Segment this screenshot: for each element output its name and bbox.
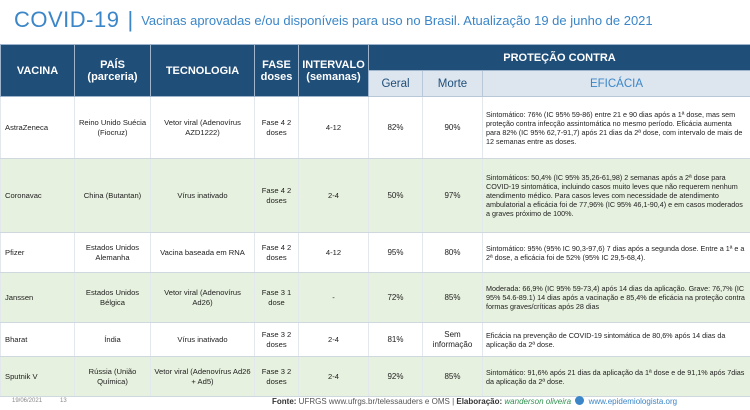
cell-tecnologia: Vírus inativado — [151, 323, 255, 357]
cell-vacina: Bharat — [1, 323, 75, 357]
cell-intervalo: 2-4 — [299, 357, 369, 397]
cell-pais: Estados Unidos Bélgica — [75, 273, 151, 323]
cell-pais: Índia — [75, 323, 151, 357]
vaccines-table — [0, 44, 750, 397]
page-footer — [0, 394, 750, 410]
table-row — [1, 357, 750, 397]
col-header-eficacia: EFICÁCIA — [483, 71, 750, 97]
table-row — [1, 273, 750, 323]
cell-vacina: Pfizer — [1, 233, 75, 273]
footer-page-number: 13 — [60, 398, 67, 404]
footer-source — [272, 396, 677, 406]
col-header-tecnologia: TECNOLOGIA — [151, 45, 255, 97]
cell-vacina: Janssen — [1, 273, 75, 323]
col-header-pais: PAÍS (parceria) — [75, 45, 151, 97]
cell-intervalo: 2-4 — [299, 323, 369, 357]
table-row — [1, 323, 750, 357]
cell-tecnologia: Vetor viral (Adenovírus Ad26 + Ad5) — [151, 357, 255, 397]
cell-tecnologia: Vetor viral (Adenovírus Ad26) — [151, 273, 255, 323]
cell-morte: 97% — [423, 159, 483, 233]
cell-geral: 50% — [369, 159, 423, 233]
cell-morte: 80% — [423, 233, 483, 273]
cell-eficacia: Sintomático: 76% (IC 95% 59-86) entre 21 e 90 dias após a 1ª dose, mas sem proteção contra infecção assintomática no mesmo período. Eficácia aumenta para 82% (IC 95% 62,7-91,7) após 21 dias da 2ª dose, com intervalo de mais de 12 semanas entre as doses. — [483, 97, 750, 159]
cell-intervalo: 4-12 — [299, 97, 369, 159]
col-header-geral: Geral — [369, 71, 423, 97]
cell-geral: 82% — [369, 97, 423, 159]
cell-fase: Fase 4 2 doses — [255, 159, 299, 233]
footer-separator: | — [452, 397, 455, 406]
cell-eficacia: Sintomático: 91,6% após 21 dias da aplicação da 1ª dose e de 91,1% após 7dias da aplicação da 2ª dose. — [483, 357, 750, 397]
cell-eficacia: Eficácia na prevenção de COVID-19 sintomática de 80,6% após 14 dias da aplicação da 2ª dose. — [483, 323, 750, 357]
cell-intervalo: 4-12 — [299, 233, 369, 273]
cell-eficacia: Sintomático: 95% (95% IC 90,3-97,6) 7 dias após a segunda dose. Entre a 1ª e a 2ª dose, a eficácia foi de 52% (95% IC 29,5-68,4). — [483, 233, 750, 273]
footer-fonte-text: UFRGS www.ufrgs.br/telessauders e OMS — [298, 397, 450, 406]
cell-tecnologia: Vacina baseada em RNA — [151, 233, 255, 273]
footer-author: wanderson oliveira — [504, 397, 572, 406]
cell-geral: 95% — [369, 233, 423, 273]
cell-fase: Fase 4 2 doses — [255, 97, 299, 159]
cell-intervalo: 2-4 — [299, 159, 369, 233]
footer-site-link[interactable]: www.epidemiologista.org — [588, 397, 678, 406]
cell-vacina: AstraZeneca — [1, 97, 75, 159]
cell-morte: 85% — [423, 273, 483, 323]
cell-morte: 90% — [423, 97, 483, 159]
page-title: COVID-19 — [14, 7, 120, 32]
cell-eficacia: Sintomáticos: 50,4% (IC 95% 35,26-61,98) 2 semanas após a 2ª dose para COVID-19 sintomática, incluindo casos muito leves que não requerem nenhum atendimento médico. Para casos leves com necessidade de atendimento ambulatorial a eficácia foi de 77,96% (IC 95% 46,1-90,4) e em casos moderados a graves próximo de 100%. — [483, 159, 750, 233]
page-subtitle: Vacinas aprovadas e/ou disponíveis para uso no Brasil. Atualização 19 de junho de 2021 — [141, 12, 653, 28]
cell-geral: 92% — [369, 357, 423, 397]
footer-date: 19/06/2021 — [12, 398, 43, 404]
cell-pais: Rússia (União Química) — [75, 357, 151, 397]
col-header-morte: Morte — [423, 71, 483, 97]
cell-tecnologia: Vetor viral (Adenovírus AZD1222) — [151, 97, 255, 159]
cell-fase: Fase 3 2 doses — [255, 357, 299, 397]
col-header-fase: FASE doses — [255, 45, 299, 97]
footer-fonte-label: Fonte: — [272, 397, 297, 406]
footer-elaboracao-label: Elaboração: — [456, 397, 503, 406]
cell-tecnologia: Vírus inativado — [151, 159, 255, 233]
cell-fase: Fase 3 2 doses — [255, 323, 299, 357]
cell-geral: 81% — [369, 323, 423, 357]
cell-morte: 85% — [423, 357, 483, 397]
cell-intervalo: - — [299, 273, 369, 323]
table-row — [1, 233, 750, 273]
cell-vacina: Sputnik V — [1, 357, 75, 397]
cell-pais: Estados Unidos Alemanha — [75, 233, 151, 273]
table-row — [1, 97, 750, 159]
col-header-protecao: PROTEÇÃO CONTRA — [369, 45, 750, 71]
cell-eficacia: Moderada: 66,9% (IC 95% 59-73,4) após 14 dias da aplicação. Grave: 76,7% (IC 95% 54.6-89.1) 14 dias após a vacinação e 85,4% de eficácia na proteção contra formas graves/críticas após 28 dias — [483, 273, 750, 323]
cell-morte: Sem informação — [423, 323, 483, 357]
col-header-intervalo: INTERVALO (semanas) — [299, 45, 369, 97]
globe-icon — [575, 396, 584, 405]
col-header-vacina: VACINA — [1, 45, 75, 97]
cell-pais: Reino Unido Suécia (Fiocruz) — [75, 97, 151, 159]
cell-fase: Fase 3 1 dose — [255, 273, 299, 323]
table-row — [1, 159, 750, 233]
cell-fase: Fase 4 2 doses — [255, 233, 299, 273]
cell-vacina: Coronavac — [1, 159, 75, 233]
title-separator: | — [127, 7, 134, 32]
page-header — [0, 0, 750, 40]
cell-pais: China (Butantan) — [75, 159, 151, 233]
cell-geral: 72% — [369, 273, 423, 323]
